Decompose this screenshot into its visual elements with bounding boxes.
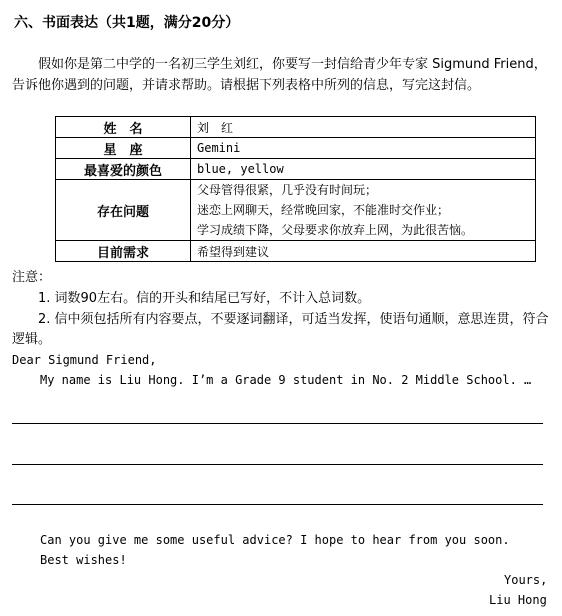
row-key-color: 最喜爱的颜色 (56, 159, 191, 180)
row-value-color: blue, yellow (191, 159, 536, 180)
row-key-name: 姓 名 (56, 117, 191, 138)
problem-line: 父母管得很紧，几乎没有时间玩； (197, 183, 378, 197)
letter-signoff: Yours, (504, 573, 548, 587)
intro-paragraph: 假如你是第二中学的一名初三学生刘红，你要写一封信给青少年专家 Sigmund Friend，告诉他你遇到的问题，并请求帮助。请根据下列表格中所列的信息，写完这封信。 (12, 57, 547, 93)
letter-salutation: Dear Sigmund Friend, (12, 353, 157, 367)
problem-line: 学习成绩下降，父母要求你放弃上网，为此很苦恼。 (197, 223, 474, 237)
row-value-problems (191, 180, 536, 241)
table-row (56, 159, 536, 180)
answer-line (12, 464, 543, 465)
letter-opening: My name is Liu Hong. I’m a Grade 9 student in No. 2 Middle School. … (40, 373, 532, 387)
row-value-name: 刘 红 (191, 117, 536, 138)
letter-signature: Liu Hong (489, 593, 547, 607)
notes-title: 注意： (12, 270, 52, 285)
row-key-problems: 存在问题 (56, 180, 191, 241)
row-key-needs: 目前需求 (56, 241, 191, 262)
table-row (56, 241, 536, 262)
letter-closing-wishes: Best wishes! (40, 553, 127, 567)
row-value-sign: Gemini (191, 138, 536, 159)
answer-line (12, 504, 543, 505)
table-row (56, 117, 536, 138)
row-key-sign: 星 座 (56, 138, 191, 159)
table-row (56, 138, 536, 159)
section-heading: 六、书面表达（共1题，满分20分） (14, 15, 240, 31)
info-table (55, 116, 536, 262)
letter-closing-sentence: Can you give me some useful advice? I hope to hear from you soon. (40, 533, 510, 547)
problem-line: 迷恋上网聊天，经常晚回家，不能准时交作业； (197, 203, 450, 217)
table-row (56, 180, 536, 241)
task-instructions (12, 54, 552, 96)
note-item-2: 2. 信中须包括所有内容要点，不要逐词翻译，可适当发挥，使语句通顺，意思连贯，符合逻辑。 (12, 312, 549, 347)
answer-line (12, 423, 543, 424)
row-value-needs: 希望得到建议 (191, 241, 536, 262)
note-item-1: 1. 词数90左右。信的开头和结尾已写好，不计入总词数。 (38, 291, 371, 306)
